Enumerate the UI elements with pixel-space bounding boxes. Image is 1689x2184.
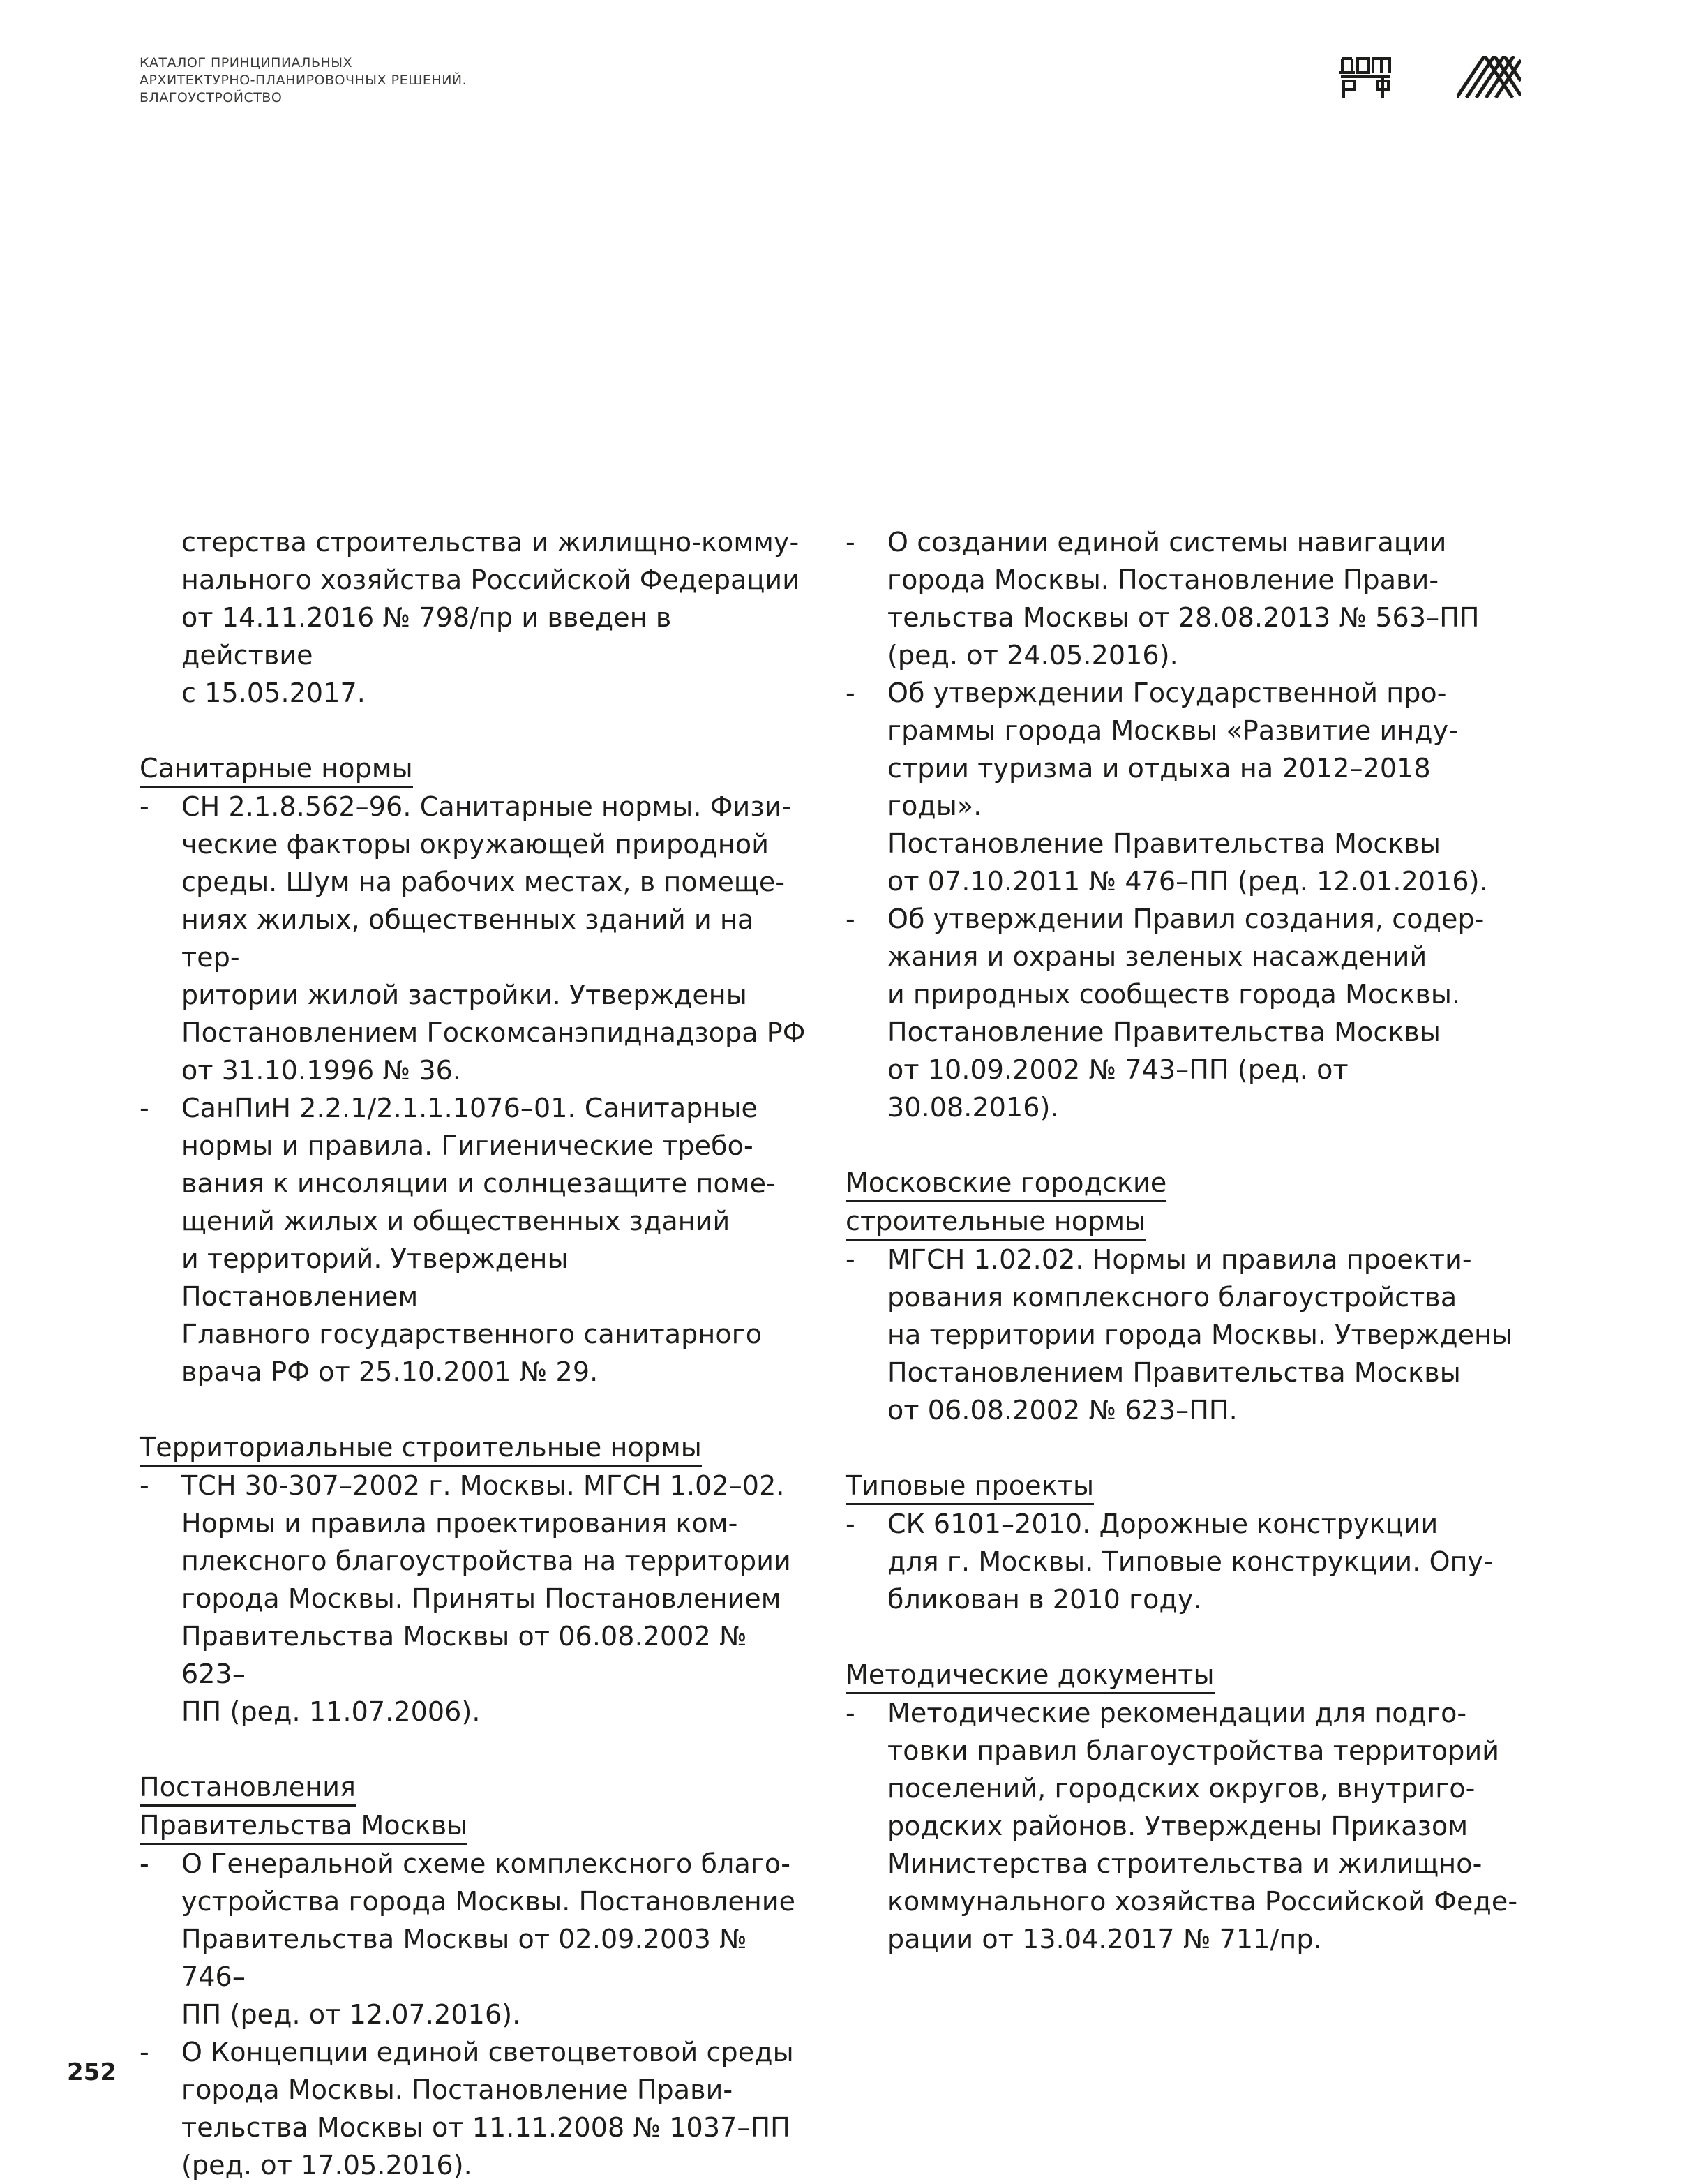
text-line: (ред. от 17.05.2016). — [181, 2150, 472, 2181]
section-heading-mgsn-2: строительные нормы — [846, 1204, 1146, 1241]
left-column — [140, 523, 809, 2184]
text-line: ритории жилой застройки. Утверждены — [181, 980, 747, 1010]
section-heading-mgsn-1: Московские городские — [846, 1165, 1166, 1202]
text-line: товки правил благоустройства территорий — [887, 1735, 1500, 1766]
text-line: Министерства строительства и жилищно- — [887, 1848, 1482, 1879]
text-line: Главного государственного санитарного — [181, 1319, 763, 1349]
text-line: Постановление Правительства Москвы — [887, 1017, 1441, 1047]
list-item — [140, 788, 809, 1089]
text-line: рации от 13.04.2017 № 711/пр. — [887, 1924, 1322, 1954]
section-heading-methodical: Методические документы — [846, 1657, 1215, 1694]
text-line: нального хозяйства Российской Федерации — [181, 564, 800, 595]
list-item — [140, 1845, 809, 2033]
text-line: Методические рекомендации для подго- — [887, 1698, 1467, 1728]
bullet-dash: - — [846, 1509, 855, 1539]
intro-paragraph — [181, 523, 809, 712]
text-line: города Москвы. Постановление Прави- — [887, 564, 1439, 595]
text-line: Нормы и правила проектирования ком- — [181, 1508, 738, 1539]
list-item — [846, 674, 1522, 900]
text-line: Постановление Правительства Москвы — [887, 828, 1441, 859]
header-line-2: АРХИТЕКТУРНО-ПЛАНИРОВОЧНЫХ РЕШЕНИЙ. — [140, 73, 467, 88]
text-line: и природных сообществ города Москвы. — [887, 979, 1461, 1010]
list-item — [140, 1467, 809, 1730]
section-heading-resolutions-1: Постановления — [140, 1770, 356, 1807]
text-line: рования комплексного благоустройства — [887, 1282, 1457, 1312]
text-line: ТСН 30-307–2002 г. Москвы. МГСН 1.02–02. — [181, 1470, 785, 1501]
text-line: Постановлением Госкомсанэпиднадзора РФ — [181, 1017, 806, 1048]
list-item — [846, 523, 1522, 674]
text-line: и территорий. Утверждены Постановлением — [181, 1243, 569, 1312]
text-line: ПП (ред. 11.07.2006). — [181, 1696, 481, 1727]
text-line: плексного благоустройства на территории — [181, 1546, 791, 1576]
text-line: Постановлением Правительства Москвы — [887, 1357, 1461, 1388]
text-line: от 14.11.2016 № 798/пр и введен в действие — [181, 602, 672, 671]
text-line: тельства Москвы от 28.08.2013 № 563–ПП — [887, 602, 1480, 633]
text-line: города Москвы. Приняты Постановлением — [181, 1583, 781, 1614]
text-line: СанПиН 2.2.1/2.1.1.1076–01. Санитарные — [181, 1093, 758, 1123]
text-line: граммы города Москвы «Развитие инду- — [887, 715, 1459, 746]
text-line: СН 2.1.8.562–96. Санитарные нормы. Физи- — [181, 791, 792, 822]
section-heading-sanitary: Санитарные нормы — [140, 751, 413, 788]
text-line: Об утверждении Правил создания, содер- — [887, 904, 1485, 934]
list-item — [140, 2033, 809, 2184]
text-line: среды. Шум на рабочих местах, в помеще- — [181, 867, 786, 897]
bullet-dash: - — [846, 527, 855, 558]
text-line: ПП (ред. от 12.07.2016). — [181, 1999, 521, 2030]
bullet-dash: - — [140, 1470, 149, 1501]
text-line: (ред. от 24.05.2016). — [887, 640, 1178, 671]
list-item — [846, 900, 1522, 1126]
text-line: на территории города Москвы. Утверждены — [887, 1319, 1513, 1350]
bullet-dash: - — [140, 791, 149, 822]
section-heading-resolutions-2: Правительства Москвы — [140, 1808, 467, 1845]
text-line: коммунального хозяйства Российской Феде- — [887, 1886, 1518, 1917]
bullet-dash: - — [846, 1698, 855, 1728]
text-line: от 06.08.2002 № 623–ПП. — [887, 1395, 1238, 1426]
text-line: Правительства Москвы от 02.09.2003 № 746– — [181, 1924, 747, 1992]
text-line: стрии туризма и отдыха на 2012–2018 годы». — [887, 753, 1431, 821]
text-line: Об утверждении Государственной про- — [887, 678, 1447, 708]
text-line: Правительства Москвы от 06.08.2002 № 623– — [181, 1621, 747, 1689]
text-line: О Концепции единой светоцветовой среды — [181, 2037, 794, 2067]
text-line: ниях жилых, общественных зданий и на тер- — [181, 904, 754, 973]
bullet-dash: - — [140, 2037, 149, 2067]
text-line: вания к инсоляции и солнцезащите поме- — [181, 1168, 776, 1199]
text-line: щений жилых и общественных зданий — [181, 1206, 730, 1236]
bullet-dash: - — [846, 678, 855, 708]
text-line: поселений, городских округов, внутриго- — [887, 1773, 1476, 1804]
list-item — [846, 1241, 1522, 1429]
text-line: жания и охраны зеленых насаждений — [887, 941, 1427, 972]
text-line: для г. Москвы. Типовые конструкции. Опу- — [887, 1546, 1493, 1577]
text-line: бликован в 2010 году. — [887, 1584, 1202, 1615]
catalog-header — [140, 54, 467, 107]
text-line: О Генеральной схеме комплексного благо- — [181, 1848, 791, 1879]
text-line: ческие факторы окружающей природной — [181, 829, 770, 860]
dom-rf-logo-icon — [1338, 56, 1394, 99]
text-line: от 31.10.1996 № 36. — [181, 1055, 462, 1086]
text-line: нормы и правила. Гигиенические требо- — [181, 1130, 753, 1161]
text-line: устройства города Москвы. Постановление — [181, 1886, 796, 1917]
list-item — [140, 1089, 809, 1391]
text-line: тельства Москвы от 11.11.2008 № 1037–ПП — [181, 2112, 790, 2143]
text-line: МГСН 1.02.02. Нормы и правила проекти- — [887, 1244, 1472, 1275]
right-column — [846, 523, 1522, 1958]
text-line: от 10.09.2002 № 743–ПП (ред. от 30.08.2016). — [887, 1054, 1349, 1123]
bullet-dash: - — [846, 1244, 855, 1275]
text-line: СК 6101–2010. Дорожные конструкции — [887, 1509, 1439, 1539]
list-item — [846, 1694, 1522, 1958]
header-line-3: БЛАГОУСТРОЙСТВО — [140, 90, 283, 105]
list-item — [846, 1505, 1522, 1618]
text-line: города Москвы. Постановление Прави- — [181, 2074, 733, 2105]
bullet-dash: - — [140, 1093, 149, 1123]
text-line: врача РФ от 25.10.2001 № 29. — [181, 1356, 599, 1387]
text-line: с 15.05.2017. — [181, 678, 366, 708]
bullet-dash: - — [846, 904, 855, 934]
text-line: стерства строительства и жилищно-комму- — [181, 527, 800, 558]
bullet-dash: - — [140, 1848, 149, 1879]
page-number: 252 — [67, 2058, 117, 2086]
diagonal-pattern-logo-icon — [1457, 56, 1521, 98]
text-line: О создании единой системы навигации — [887, 527, 1447, 558]
section-heading-typical: Типовые проекты — [846, 1468, 1094, 1505]
text-line: от 07.10.2011 № 476–ПП (ред. 12.01.2016). — [887, 866, 1488, 897]
header-line-1: КАТАЛОГ ПРИНЦИПИАЛЬНЫХ — [140, 55, 353, 70]
section-heading-territorial: Территориальные строительные нормы — [140, 1430, 702, 1467]
text-line: родских районов. Утверждены Приказом — [887, 1811, 1469, 1841]
